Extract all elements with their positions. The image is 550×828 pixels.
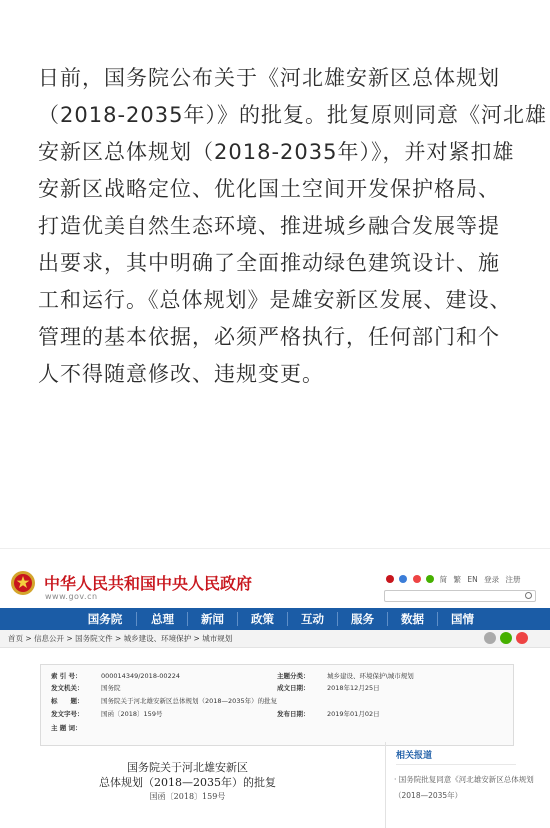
national-emblem-icon — [10, 570, 36, 596]
nav-separator — [337, 612, 338, 626]
weibo-share-icon[interactable] — [516, 632, 528, 644]
related-divider — [396, 764, 516, 765]
related-reports — [385, 742, 536, 828]
site-title[interactable]: 中华人民共和国中央人民政府 — [44, 574, 253, 593]
search-input[interactable] — [384, 590, 536, 602]
doc-title-line: 国务院关于河北雄安新区 — [127, 761, 248, 774]
breadcrumb[interactable]: 首页 > 信息公开 > 国务院文件 > 城乡建设、环境保护 > 城市规划 — [8, 634, 233, 643]
main-nav — [0, 608, 550, 630]
login-link[interactable]: 登录 — [484, 575, 500, 584]
related-item-link[interactable]: · 国务院批复同意《河北雄安新区总体规划（2018—2035年） — [394, 775, 534, 800]
register-link[interactable]: 注册 — [505, 575, 521, 584]
article-line: 人不得随意修改、违规变更。 — [38, 362, 324, 386]
article-line: 工和运行。《总体规划》是雄安新区发展、建设、 — [38, 288, 512, 312]
lang-simplified-link[interactable]: 简 — [439, 575, 448, 584]
meta-theme: 主题分类： 城乡建设、环境保护\城市规划 — [277, 672, 414, 680]
article-paragraph — [38, 60, 547, 393]
nav-separator — [437, 612, 438, 626]
document-metadata-table — [40, 664, 514, 746]
mobile-icon[interactable] — [399, 575, 407, 583]
wechat-share-icon[interactable] — [500, 632, 512, 644]
section-divider — [0, 548, 550, 549]
meta-subject: 主 题 词： — [51, 724, 82, 732]
nav-separator — [237, 612, 238, 626]
gov-header — [0, 560, 550, 606]
top-links — [386, 574, 524, 585]
nav-separator — [387, 612, 388, 626]
share-icon[interactable] — [484, 632, 496, 644]
nav-national-info[interactable]: 国情 — [451, 612, 474, 626]
wechat-icon[interactable] — [426, 575, 434, 583]
nav-policy[interactable]: 政策 — [251, 612, 274, 626]
breadcrumb-bar — [0, 630, 550, 648]
nav-services[interactable]: 服务 — [351, 612, 374, 626]
article-line: 安新区总体规划（2018-2035年）》，并对紧扣雄 — [38, 140, 515, 164]
site-url: www.gov.cn — [45, 592, 98, 601]
nav-separator — [136, 612, 137, 626]
nav-premier[interactable]: 总理 — [151, 612, 174, 626]
lang-traditional-link[interactable]: 繁 — [453, 575, 461, 584]
lang-english-link[interactable]: EN — [467, 575, 478, 584]
meta-issuer: 发文机关： 国务院 — [51, 684, 121, 692]
article-line: （2018-2035年）》的批复。批复原则同意《河北雄 — [38, 103, 547, 127]
weibo-icon[interactable] — [413, 575, 421, 583]
gov-page-screenshot — [0, 560, 550, 828]
doc-title-line: 总体规划（2018—2035年）的批复 — [99, 776, 276, 789]
nav-data[interactable]: 数据 — [401, 612, 424, 626]
nav-news[interactable]: 新闻 — [201, 612, 224, 626]
article-line: 安新区战略定位、优化国土空间开发保护格局、 — [38, 177, 500, 201]
nav-interaction[interactable]: 互动 — [301, 612, 324, 626]
meta-pubdate: 发布日期： 2019年01月02日 — [277, 710, 380, 718]
meta-index: 索 引 号： 000014349/2018-00224 — [51, 672, 180, 680]
accessibility-icon[interactable] — [386, 575, 394, 583]
meta-date: 成文日期： 2018年12月25日 — [277, 684, 380, 692]
related-title: 相关报道 — [396, 751, 433, 761]
nav-separator — [187, 612, 188, 626]
meta-title: 标 题： 国务院关于河北雄安新区总体规划（2018—2035年）的批复 — [51, 697, 278, 705]
nav-separator — [287, 612, 288, 626]
article-line: 打造优美自然生态环境、推进城乡融合发展等提 — [38, 214, 500, 238]
nav-state-council[interactable]: 国务院 — [87, 612, 123, 626]
article-line: 出要求，其中明确了全面推动绿色建筑设计、施 — [38, 251, 500, 275]
article-line: 日前，国务院公布关于《河北雄安新区总体规划 — [38, 66, 500, 90]
meta-docno: 发文字号： 国函〔2018〕159号 — [51, 710, 163, 718]
search-icon[interactable] — [525, 592, 532, 599]
article-line: 管理的基本依据，必须严格执行，任何部门和个 — [38, 325, 500, 349]
doc-number: 国函〔2018〕159号 — [149, 792, 226, 801]
document-title — [70, 760, 305, 803]
